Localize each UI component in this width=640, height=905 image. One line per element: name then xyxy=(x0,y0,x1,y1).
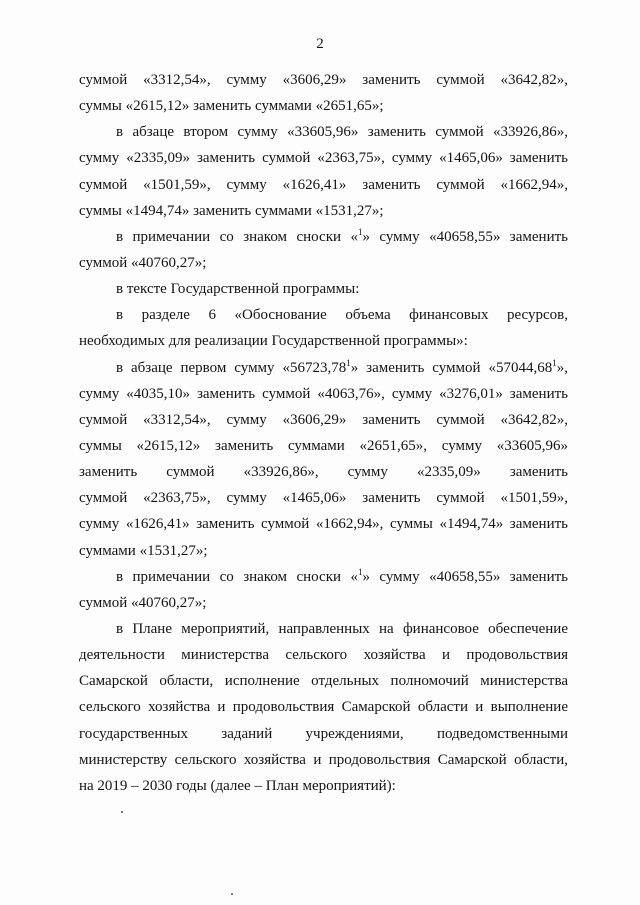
text-line: сельского хозяйства и продовольствия Самарской области и выполнение xyxy=(79,699,568,716)
text-line: в примечании со знаком сноски «$^1$» сумму «40658,55» заменить xyxy=(116,566,568,585)
text-line: суммы «1494,74» заменить суммами «1531,27»; xyxy=(79,202,384,219)
text-line: суммой «2363,75», сумму «1465,06» заменить суммой «1501,59», xyxy=(79,490,568,507)
footnote-mark: 1 xyxy=(346,357,351,368)
text-line: суммой «40760,27»; xyxy=(79,594,207,611)
text-line: суммой «1501,59», сумму «1626,41» заменить суммой «1662,94», xyxy=(79,176,568,193)
page-number: 2 xyxy=(316,36,324,52)
text-line: суммы «2615,12» заменить суммами «2651,65»; xyxy=(79,98,384,115)
text-line: Самарской области, исполнение отдельных полномочий министерства xyxy=(79,673,568,690)
text-line: в абзаце первом сумму «56723,78$^1$» заменить суммой «57044,68$^1$», xyxy=(116,357,568,376)
text-line: министерству сельского хозяйства и продовольствия Самарской области, xyxy=(79,751,568,768)
footnote-mark: 1 xyxy=(357,566,363,577)
text-line: государственных заданий учреждениями, подведомственными xyxy=(79,725,568,742)
text-line: в тексте Государственной программы: xyxy=(116,281,360,298)
text-line: суммы «2615,12» заменить суммами «2651,65», сумму «33605,96» xyxy=(79,437,568,454)
text-line: суммами «1531,27»; xyxy=(79,542,208,559)
text-line: суммой «3312,54», сумму «3606,29» заменить суммой «3642,82», xyxy=(79,411,568,428)
scan-speck xyxy=(121,811,123,813)
footnote-mark: 1 xyxy=(552,357,557,368)
text-line: заменить суммой «33926,86», сумму «2335,09» заменить xyxy=(79,464,568,481)
text-line: в примечании со знаком сноски «$^1$» сумму «40658,55» заменить xyxy=(116,226,568,245)
text-line: суммой «40760,27»; xyxy=(79,254,207,271)
text-line: суммой «3312,54», сумму «3606,29» заменить суммой «3642,82», xyxy=(79,72,568,88)
document-body xyxy=(79,67,568,799)
text-line: деятельности министерства сельского хозяйства и продовольствия xyxy=(79,647,568,664)
text-line: сумму «2335,09» заменить суммой «2363,75», сумму «1465,06» заменить xyxy=(79,150,568,167)
text-line: сумму «1626,41» заменить суммой «1662,94», суммы «1494,74» заменить xyxy=(79,516,568,533)
text-line: сумму «4035,10» заменить суммой «4063,76», сумму «3276,01» заменить xyxy=(79,385,568,402)
text-line: на 2019 – 2030 годы (далее – План мероприятий): xyxy=(79,777,396,794)
text-line: в абзаце втором сумму «33605,96» заменить суммой «33926,86», xyxy=(116,124,568,141)
footnote-mark: 1 xyxy=(357,226,363,237)
text-line: в разделе 6 «Обоснование объема финансовых ресурсов, xyxy=(116,307,568,324)
text-line: в Плане мероприятий, направленных на финансовое обеспечение xyxy=(116,620,568,637)
scan-speck xyxy=(231,893,233,895)
text-line: необходимых для реализации Государственной программы»: xyxy=(79,333,468,350)
